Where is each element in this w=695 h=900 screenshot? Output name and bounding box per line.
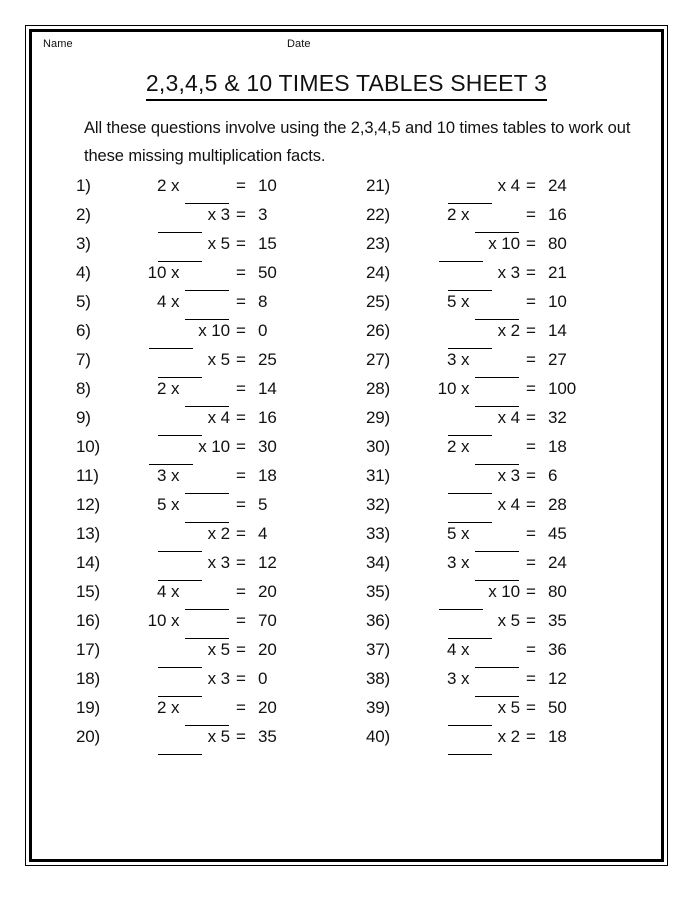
question-row — [76, 316, 376, 345]
product-value: 80 — [548, 234, 567, 253]
multiplication-sign: x — [497, 263, 507, 282]
question-row — [366, 287, 666, 316]
equals-sign: = — [236, 292, 246, 311]
product-value: 24 — [548, 176, 567, 195]
equals-sign: = — [236, 263, 246, 282]
question-row — [76, 171, 376, 200]
question-row — [366, 432, 666, 461]
question-row — [366, 171, 666, 200]
question-number: 16) — [76, 611, 100, 630]
question-row — [76, 722, 376, 751]
question-row — [366, 664, 666, 693]
product-value: 18 — [258, 466, 277, 485]
question-row — [76, 490, 376, 519]
question-row — [76, 403, 376, 432]
question-row — [76, 345, 376, 374]
equals-sign: = — [526, 524, 536, 543]
known-factor: 2 — [510, 321, 520, 340]
equals-sign: = — [236, 611, 246, 630]
multiplication-sign: x — [460, 553, 470, 572]
product-value: 32 — [548, 408, 567, 427]
product-value: 18 — [548, 727, 567, 746]
product-value: 0 — [258, 669, 268, 688]
equals-sign: = — [236, 669, 246, 688]
product-value: 24 — [548, 553, 567, 572]
multiplication-sign: x — [460, 669, 470, 688]
known-factor: 4 — [510, 408, 520, 427]
product-value: 35 — [548, 611, 567, 630]
equals-sign: = — [526, 698, 536, 717]
multiplication-sign: x — [497, 495, 507, 514]
known-factor: 5 — [220, 640, 230, 659]
question-row — [366, 345, 666, 374]
question-number: 38) — [366, 669, 390, 688]
question-number: 29) — [366, 408, 390, 427]
equals-sign: = — [236, 176, 246, 195]
product-value: 15 — [258, 234, 277, 253]
question-number: 4) — [76, 263, 91, 282]
known-factor: 10 — [437, 379, 457, 398]
product-value: 28 — [548, 495, 567, 514]
question-number: 6) — [76, 321, 91, 340]
question-row — [76, 693, 376, 722]
product-value: 20 — [258, 640, 277, 659]
product-value: 18 — [548, 437, 567, 456]
question-number: 22) — [366, 205, 390, 224]
known-factor: 5 — [220, 727, 230, 746]
equals-sign: = — [236, 640, 246, 659]
multiplication-sign: x — [497, 466, 507, 485]
question-number: 18) — [76, 669, 100, 688]
question-number: 11) — [76, 466, 99, 485]
equals-sign: = — [526, 176, 536, 195]
known-factor: 2 — [510, 727, 520, 746]
question-number: 40) — [366, 727, 390, 746]
equals-sign: = — [236, 524, 246, 543]
known-factor: 5 — [220, 350, 230, 369]
known-factor: 2 — [220, 524, 230, 543]
question-row — [366, 722, 666, 751]
known-factor: 10 — [147, 263, 167, 282]
question-row — [76, 664, 376, 693]
instructions-text: All these questions involve using the 2,3,4,5 and 10 times tables to work out these missing multiplication facts. — [84, 119, 631, 165]
known-factor: 2 — [156, 698, 167, 717]
question-number: 39) — [366, 698, 390, 717]
equals-sign: = — [236, 234, 246, 253]
question-row — [366, 490, 666, 519]
known-factor: 2 — [446, 205, 457, 224]
question-number: 13) — [76, 524, 100, 543]
multiplication-sign: x — [207, 727, 217, 746]
question-row — [76, 374, 376, 403]
equals-sign: = — [526, 611, 536, 630]
known-factor: 4 — [446, 640, 457, 659]
multiplication-sign: x — [488, 234, 497, 253]
question-row — [366, 548, 666, 577]
known-factor: 3 — [446, 669, 457, 688]
question-row — [76, 200, 376, 229]
multiplication-sign: x — [198, 321, 207, 340]
question-row — [76, 432, 376, 461]
multiplication-sign: x — [170, 582, 180, 601]
multiplication-sign: x — [170, 263, 180, 282]
question-number: 21) — [366, 176, 390, 195]
product-value: 10 — [548, 292, 567, 311]
equals-sign: = — [236, 205, 246, 224]
multiplication-sign: x — [207, 524, 217, 543]
question-row — [366, 229, 666, 258]
question-number: 34) — [366, 553, 390, 572]
known-factor: 2 — [446, 437, 457, 456]
known-factor: 10 — [147, 611, 167, 630]
known-factor: 3 — [510, 263, 520, 282]
multiplication-sign: x — [207, 553, 217, 572]
question-number: 17) — [76, 640, 100, 659]
multiplication-sign: x — [170, 379, 180, 398]
question-row — [76, 258, 376, 287]
question-number: 26) — [366, 321, 390, 340]
product-value: 35 — [258, 727, 277, 746]
multiplication-sign: x — [460, 437, 470, 456]
product-value: 36 — [548, 640, 567, 659]
multiplication-sign: x — [207, 350, 217, 369]
question-number: 37) — [366, 640, 390, 659]
known-factor: 3 — [220, 553, 230, 572]
known-factor: 5 — [446, 292, 457, 311]
question-row — [366, 461, 666, 490]
question-row — [366, 316, 666, 345]
multiplication-sign: x — [170, 611, 180, 630]
question-number: 7) — [76, 350, 91, 369]
question-number: 27) — [366, 350, 390, 369]
question-number: 12) — [76, 495, 100, 514]
question-number: 23) — [366, 234, 390, 253]
equals-sign: = — [526, 466, 536, 485]
question-row — [366, 519, 666, 548]
multiplication-sign: x — [460, 350, 470, 369]
question-number: 31) — [366, 466, 390, 485]
equals-sign: = — [526, 379, 536, 398]
equals-sign: = — [526, 553, 536, 572]
product-value: 4 — [258, 524, 268, 543]
equals-sign: = — [526, 640, 536, 659]
question-number: 33) — [366, 524, 390, 543]
multiplication-sign: x — [497, 611, 507, 630]
known-factor: 5 — [156, 495, 167, 514]
equals-sign: = — [526, 669, 536, 688]
question-row — [366, 403, 666, 432]
known-factor: 3 — [220, 205, 230, 224]
multiplication-sign: x — [170, 292, 180, 311]
equals-sign: = — [526, 350, 536, 369]
equals-sign: = — [526, 263, 536, 282]
equals-sign: = — [526, 408, 536, 427]
product-value: 6 — [548, 466, 558, 485]
multiplication-sign: x — [497, 698, 507, 717]
product-value: 50 — [548, 698, 567, 717]
question-number: 5) — [76, 292, 91, 311]
multiplication-sign: x — [460, 640, 470, 659]
known-factor: 5 — [510, 698, 520, 717]
multiplication-sign: x — [497, 408, 507, 427]
question-row — [76, 229, 376, 258]
question-row — [366, 693, 666, 722]
known-factor: 4 — [510, 495, 520, 514]
known-factor: 4 — [156, 582, 167, 601]
question-number: 2) — [76, 205, 91, 224]
product-value: 16 — [548, 205, 567, 224]
product-value: 12 — [258, 553, 277, 572]
product-value: 30 — [258, 437, 277, 456]
question-row — [366, 577, 666, 606]
equals-sign: = — [526, 205, 536, 224]
product-value: 27 — [548, 350, 567, 369]
product-value: 45 — [548, 524, 567, 543]
answer-blank[interactable] — [448, 725, 492, 755]
question-number: 19) — [76, 698, 100, 717]
question-number: 25) — [366, 292, 390, 311]
known-factor: 3 — [510, 466, 520, 485]
question-number: 35) — [366, 582, 390, 601]
known-factor: 2 — [156, 379, 167, 398]
worksheet-content — [32, 32, 661, 859]
multiplication-sign: x — [460, 292, 470, 311]
equals-sign: = — [526, 582, 536, 601]
known-factor: 3 — [220, 669, 230, 688]
multiplication-sign: x — [497, 727, 507, 746]
equals-sign: = — [236, 321, 246, 340]
product-value: 50 — [258, 263, 277, 282]
question-column-right — [366, 171, 666, 751]
question-number: 9) — [76, 408, 91, 427]
product-value: 80 — [548, 582, 567, 601]
question-row — [366, 374, 666, 403]
question-number: 3) — [76, 234, 91, 253]
multiplication-sign: x — [170, 495, 180, 514]
product-value: 25 — [258, 350, 277, 369]
question-row — [76, 635, 376, 664]
equals-sign: = — [236, 495, 246, 514]
question-expression — [118, 722, 230, 755]
known-factor: 2 — [156, 176, 167, 195]
equals-sign: = — [236, 408, 246, 427]
multiplication-sign: x — [207, 205, 217, 224]
known-factor: 3 — [156, 466, 167, 485]
equals-sign: = — [526, 495, 536, 514]
product-value: 10 — [258, 176, 277, 195]
equals-sign: = — [526, 437, 536, 456]
product-value: 8 — [258, 292, 268, 311]
question-number: 15) — [76, 582, 100, 601]
product-value: 20 — [258, 698, 277, 717]
answer-blank[interactable] — [158, 725, 202, 755]
question-row — [76, 577, 376, 606]
multiplication-sign: x — [207, 408, 217, 427]
header-meta-row — [32, 32, 661, 58]
equals-sign: = — [526, 727, 536, 746]
product-value: 3 — [258, 205, 268, 224]
multiplication-sign: x — [460, 379, 470, 398]
multiplication-sign: x — [497, 321, 507, 340]
known-factor: 10 — [211, 321, 230, 340]
product-value: 21 — [548, 263, 567, 282]
product-value: 70 — [258, 611, 277, 630]
known-factor: 10 — [501, 234, 520, 253]
product-value: 14 — [548, 321, 567, 340]
multiplication-sign: x — [460, 524, 470, 543]
question-row — [76, 519, 376, 548]
name-label: Name — [43, 38, 73, 50]
multiplication-sign: x — [460, 205, 470, 224]
equals-sign: = — [236, 553, 246, 572]
equals-sign: = — [526, 321, 536, 340]
known-factor: 10 — [211, 437, 230, 456]
page-title-text: 2,3,4,5 & 10 TIMES TABLES SHEET 3 — [146, 70, 547, 101]
question-row — [76, 548, 376, 577]
known-factor: 5 — [446, 524, 457, 543]
product-value: 100 — [548, 379, 577, 398]
equals-sign: = — [236, 350, 246, 369]
known-factor: 4 — [156, 292, 167, 311]
multiplication-sign: x — [497, 176, 507, 195]
question-number: 24) — [366, 263, 390, 282]
multiplication-sign: x — [207, 669, 217, 688]
multiplication-sign: x — [170, 466, 180, 485]
product-value: 0 — [258, 321, 268, 340]
known-factor: 5 — [510, 611, 520, 630]
question-row — [366, 200, 666, 229]
multiplication-sign: x — [488, 582, 497, 601]
product-value: 12 — [548, 669, 567, 688]
known-factor: 3 — [446, 553, 457, 572]
multiplication-sign: x — [207, 234, 217, 253]
multiplication-sign: x — [170, 698, 180, 717]
equals-sign: = — [236, 698, 246, 717]
product-value: 20 — [258, 582, 277, 601]
question-number: 1) — [76, 176, 91, 195]
equals-sign: = — [236, 727, 246, 746]
product-value: 5 — [258, 495, 268, 514]
known-factor: 10 — [501, 582, 520, 601]
question-row — [366, 606, 666, 635]
question-number: 30) — [366, 437, 390, 456]
date-label: Date — [287, 38, 311, 50]
known-factor: 5 — [220, 234, 230, 253]
question-row — [366, 258, 666, 287]
multiplication-sign: x — [170, 176, 180, 195]
question-number: 14) — [76, 553, 100, 572]
equals-sign: = — [526, 234, 536, 253]
question-number: 10) — [76, 437, 100, 456]
question-row — [76, 606, 376, 635]
known-factor: 4 — [510, 176, 520, 195]
question-number: 36) — [366, 611, 390, 630]
equals-sign: = — [236, 582, 246, 601]
equals-sign: = — [526, 292, 536, 311]
question-number: 8) — [76, 379, 91, 398]
known-factor: 4 — [220, 408, 230, 427]
product-value: 16 — [258, 408, 277, 427]
question-row — [366, 635, 666, 664]
question-number: 32) — [366, 495, 390, 514]
equals-sign: = — [236, 466, 246, 485]
question-number: 20) — [76, 727, 100, 746]
product-value: 14 — [258, 379, 277, 398]
question-row — [76, 461, 376, 490]
question-row — [76, 287, 376, 316]
multiplication-sign: x — [198, 437, 207, 456]
equals-sign: = — [236, 379, 246, 398]
page-title — [32, 70, 661, 97]
question-number: 28) — [366, 379, 390, 398]
question-column-left — [76, 171, 376, 751]
multiplication-sign: x — [207, 640, 217, 659]
known-factor: 3 — [446, 350, 457, 369]
equals-sign: = — [236, 437, 246, 456]
question-expression — [408, 722, 520, 755]
